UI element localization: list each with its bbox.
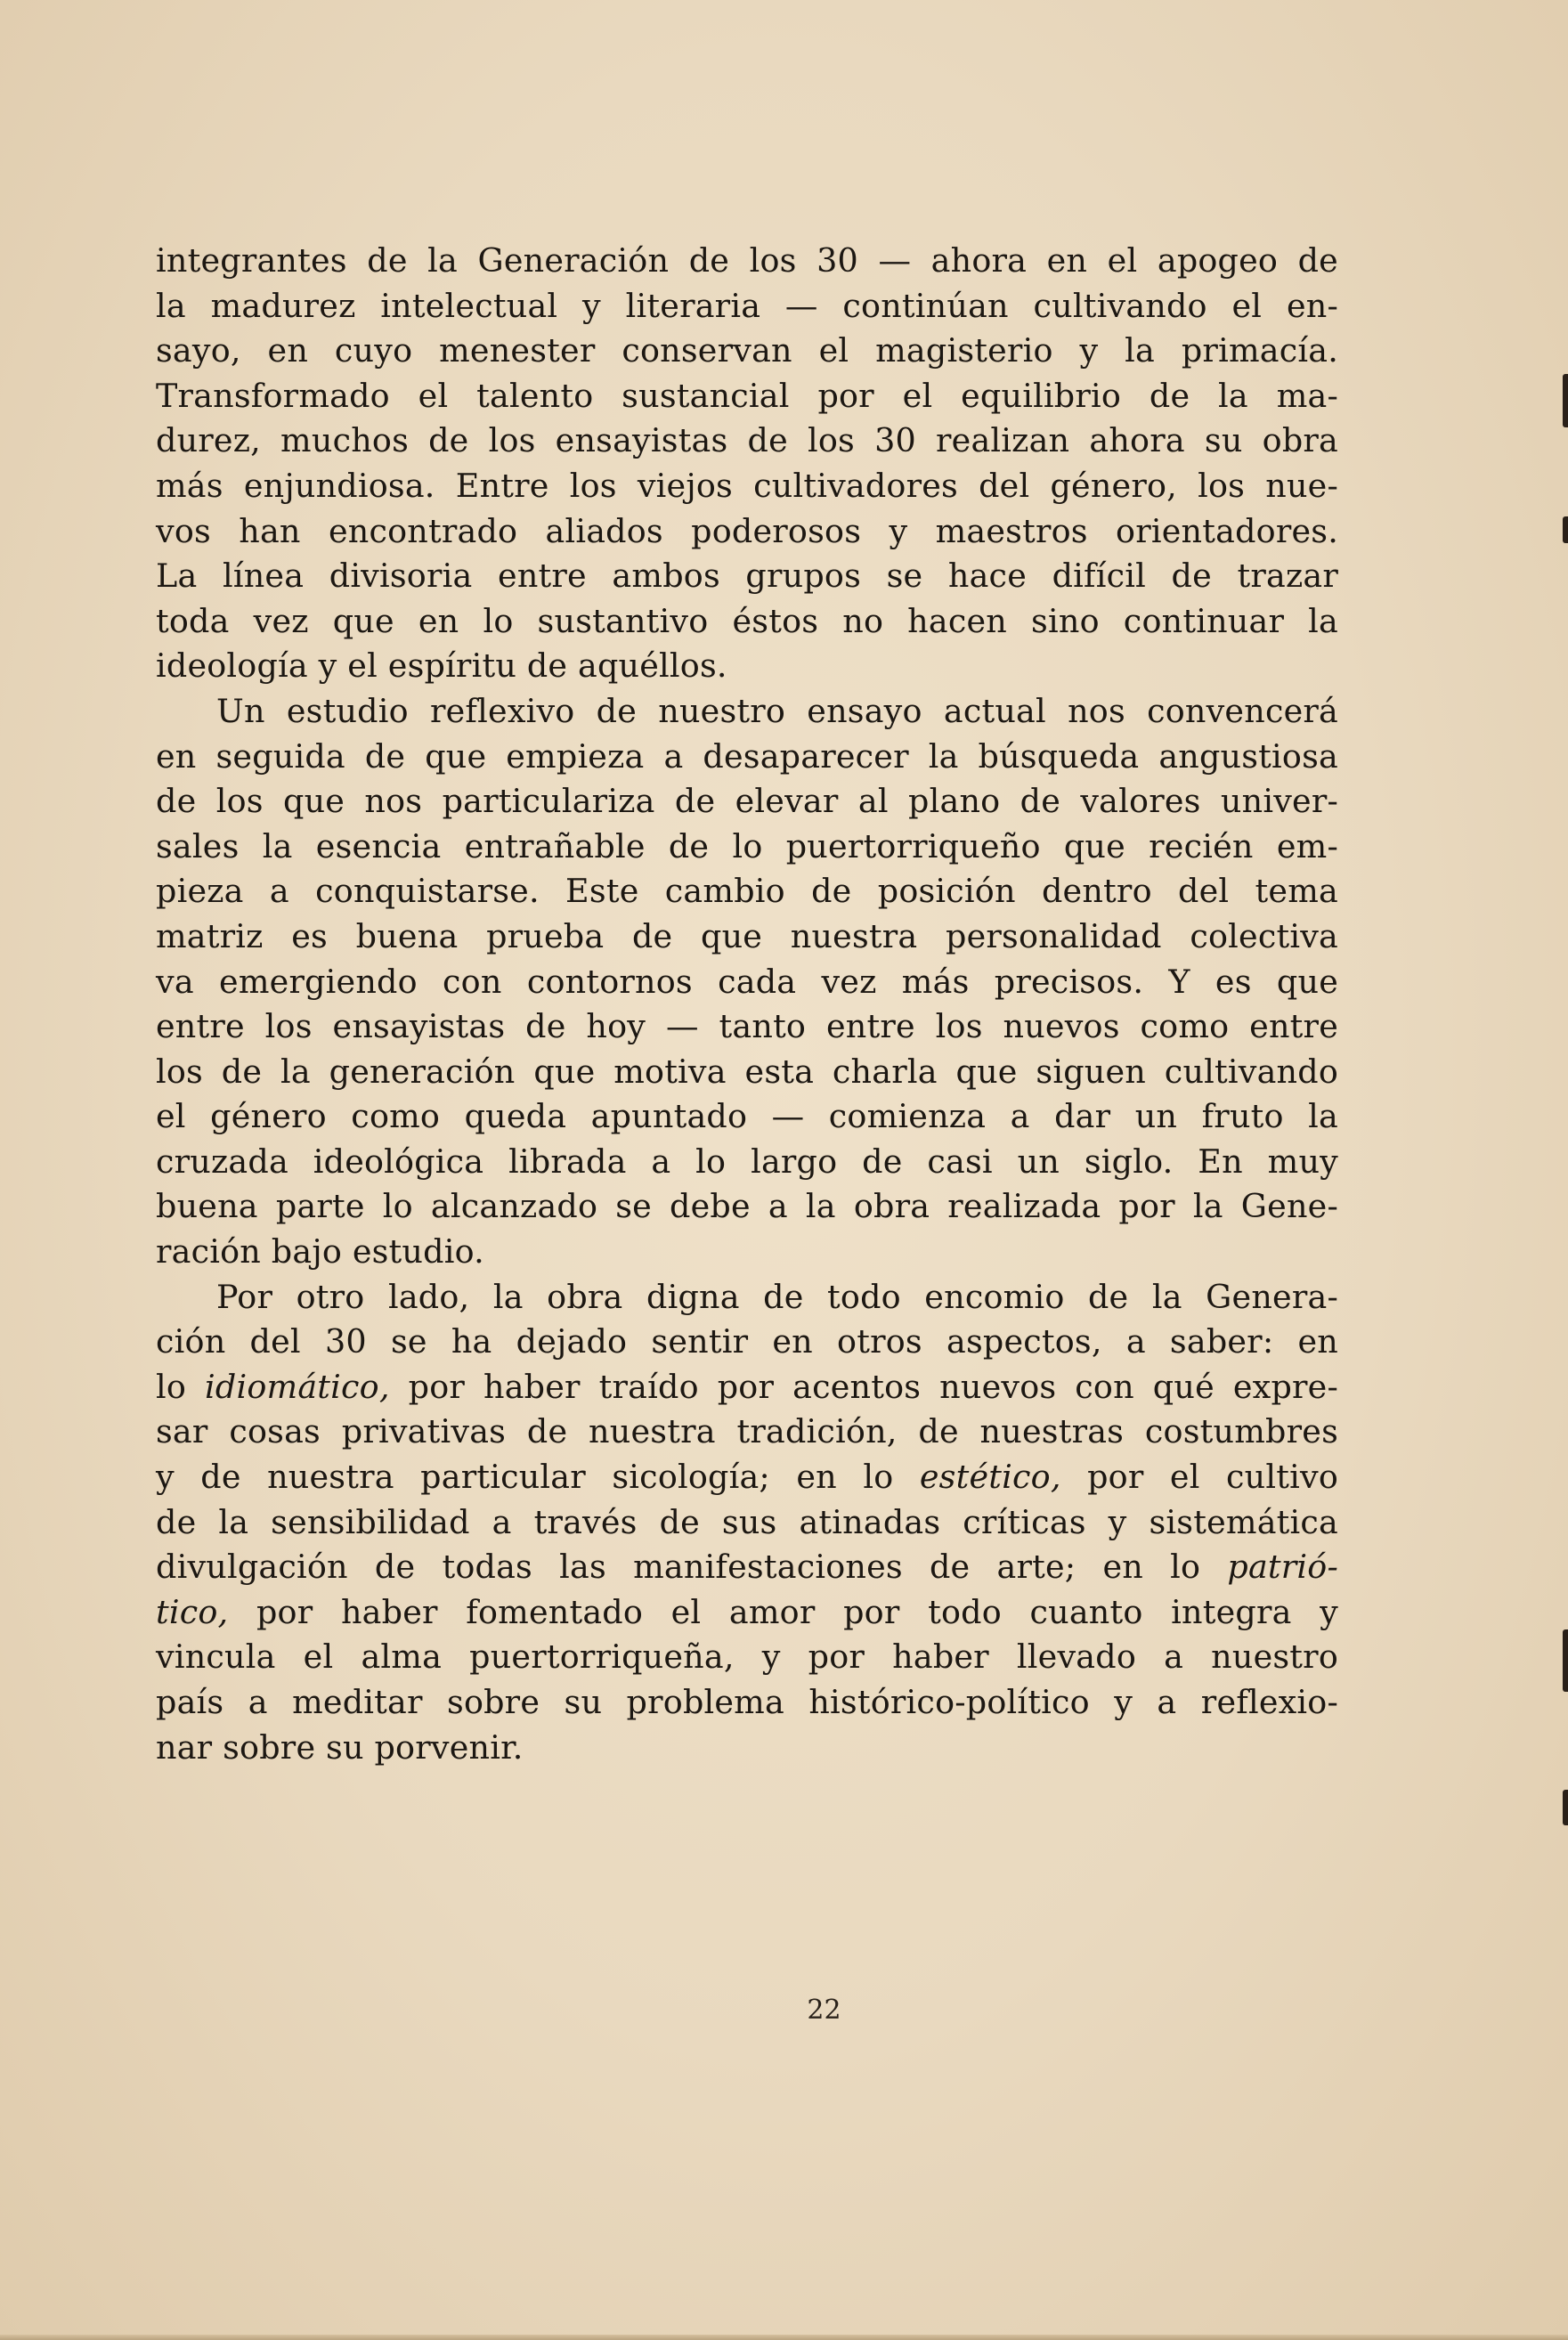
text-run: sayo, en cuyo menester conservan el magisterio y la primacía. xyxy=(156,331,1338,370)
text-run: ción del 30 se ha dejado sentir en otros aspectos, a saber: en xyxy=(156,1322,1338,1361)
text-run: durez, muchos de los ensayistas de los 30 realizan ahora su obra xyxy=(156,421,1338,460)
edge-mark xyxy=(1563,374,1568,427)
text-run: de los que nos particulariza de elevar al plano de valores univer- xyxy=(156,782,1338,821)
text-line xyxy=(156,599,1338,645)
text-run: Transformado el talento sustancial por el equilibrio de la ma- xyxy=(156,376,1338,415)
text-line xyxy=(156,509,1338,555)
text-line xyxy=(156,1275,1338,1320)
text-run: en seguida de que empieza a desaparecer la búsqueda angustiosa xyxy=(156,736,1338,776)
text-line xyxy=(156,1410,1338,1455)
text-line xyxy=(156,689,1338,735)
text-line xyxy=(156,329,1338,374)
page-bottom-edge xyxy=(0,2335,1568,2340)
italic-text: patrió- xyxy=(1227,1548,1338,1587)
text-run: vincula el alma puertorriqueña, y por haber llevado a nuestro xyxy=(156,1637,1338,1677)
text-line xyxy=(156,1680,1338,1726)
text-run: vos han encontrado aliados poderosos y maestros orientadores. xyxy=(156,511,1338,550)
text-run: por haber traído por acentos nuevos con qué expre- xyxy=(389,1367,1338,1406)
text-run: país a meditar sobre su problema histórico-político y a reflexio- xyxy=(156,1683,1338,1721)
text-line xyxy=(156,825,1338,870)
text-run: más enjundiosa. Entre los viejos cultivadores del género, los nue- xyxy=(156,466,1338,505)
text-run: ración bajo estudio. xyxy=(156,1232,484,1272)
text-line xyxy=(156,1050,1338,1095)
text-line xyxy=(156,1004,1338,1050)
text-run: por haber fomentado el amor por todo cuanto integra y xyxy=(228,1592,1338,1631)
text-run: sales la esencia entrañable de lo puertorriqueño que recién em- xyxy=(156,826,1338,865)
text-line xyxy=(156,644,1338,689)
text-line xyxy=(156,1726,1338,1771)
text-line xyxy=(156,1094,1338,1140)
text-run: ideología y el espíritu de aquéllos. xyxy=(156,646,727,686)
text-run: pieza a conquistarse. Este cambio de posición dentro del tema xyxy=(156,872,1338,911)
text-run: integrantes de la Generación de los 30 — ahora en el apogeo de xyxy=(156,241,1338,280)
text-line xyxy=(156,869,1338,914)
italic-text: idiomático, xyxy=(205,1367,390,1406)
text-run: y de nuestra particular sicología; en lo xyxy=(156,1458,920,1497)
text-run: entre los ensayistas de hoy — tanto entre los nuevos como entre xyxy=(156,1007,1338,1046)
text-run: sar cosas privativas de nuestra tradición, de nuestras costumbres xyxy=(156,1412,1338,1451)
text-line xyxy=(156,1500,1338,1546)
text-line xyxy=(156,779,1338,825)
text-line xyxy=(156,1230,1338,1275)
text-line xyxy=(156,239,1338,284)
body-text xyxy=(156,239,1338,1770)
text-run: nar sobre su porvenir. xyxy=(156,1727,524,1767)
text-run: la madurez intelectual y literaria — continúan cultivando el en- xyxy=(156,286,1338,325)
text-run: Un estudio reflexivo de nuestro ensayo actual nos convencerá xyxy=(216,691,1338,730)
text-line xyxy=(156,554,1338,599)
text-line xyxy=(156,284,1338,329)
page-number: 22 xyxy=(807,1995,841,2026)
edge-mark xyxy=(1563,1629,1568,1692)
text-run: lo xyxy=(156,1367,206,1406)
text-run: Por otro lado, la obra digna de todo encomio de la Genera- xyxy=(216,1277,1338,1316)
italic-text: estético, xyxy=(919,1458,1061,1497)
edge-mark xyxy=(1563,516,1568,543)
text-line xyxy=(156,735,1338,780)
text-run: buena parte lo alcanzado se debe a la obra realizada por la Gene- xyxy=(156,1187,1338,1226)
text-line xyxy=(156,464,1338,509)
italic-text: tico, xyxy=(156,1592,229,1631)
text-run: divulgación de todas las manifestaciones de arte; en lo xyxy=(156,1548,1228,1587)
text-run: va emergiendo con contornos cada vez más precisos. Y es que xyxy=(156,962,1338,1001)
text-run: los de la generación que motiva esta charla que siguen cultivando xyxy=(156,1052,1338,1091)
text-line xyxy=(156,914,1338,960)
text-line xyxy=(156,418,1338,464)
text-line xyxy=(156,1320,1338,1365)
text-line xyxy=(156,1635,1338,1680)
edge-mark xyxy=(1563,1790,1568,1825)
text-run: matriz es buena prueba de que nuestra personalidad colectiva xyxy=(156,916,1338,955)
text-line xyxy=(156,1545,1338,1590)
text-run: cruzada ideológica librada a lo largo de casi un siglo. En muy xyxy=(156,1142,1338,1181)
text-line xyxy=(156,1184,1338,1230)
text-run: toda vez que en lo sustantivo éstos no hacen sino continuar la xyxy=(156,601,1338,640)
text-line xyxy=(156,1140,1338,1185)
text-run: La línea divisoria entre ambos grupos se hace difícil de trazar xyxy=(156,557,1338,596)
text-run: por el cultivo xyxy=(1060,1458,1339,1497)
text-line xyxy=(156,1365,1338,1410)
text-run: el género como queda apuntado — comienza a dar un fruto la xyxy=(156,1097,1338,1136)
text-line xyxy=(156,374,1338,419)
text-line xyxy=(156,960,1338,1005)
text-run: de la sensibilidad a través de sus atinadas críticas y sistemática xyxy=(156,1502,1338,1541)
text-line xyxy=(156,1455,1338,1500)
text-line xyxy=(156,1590,1338,1636)
